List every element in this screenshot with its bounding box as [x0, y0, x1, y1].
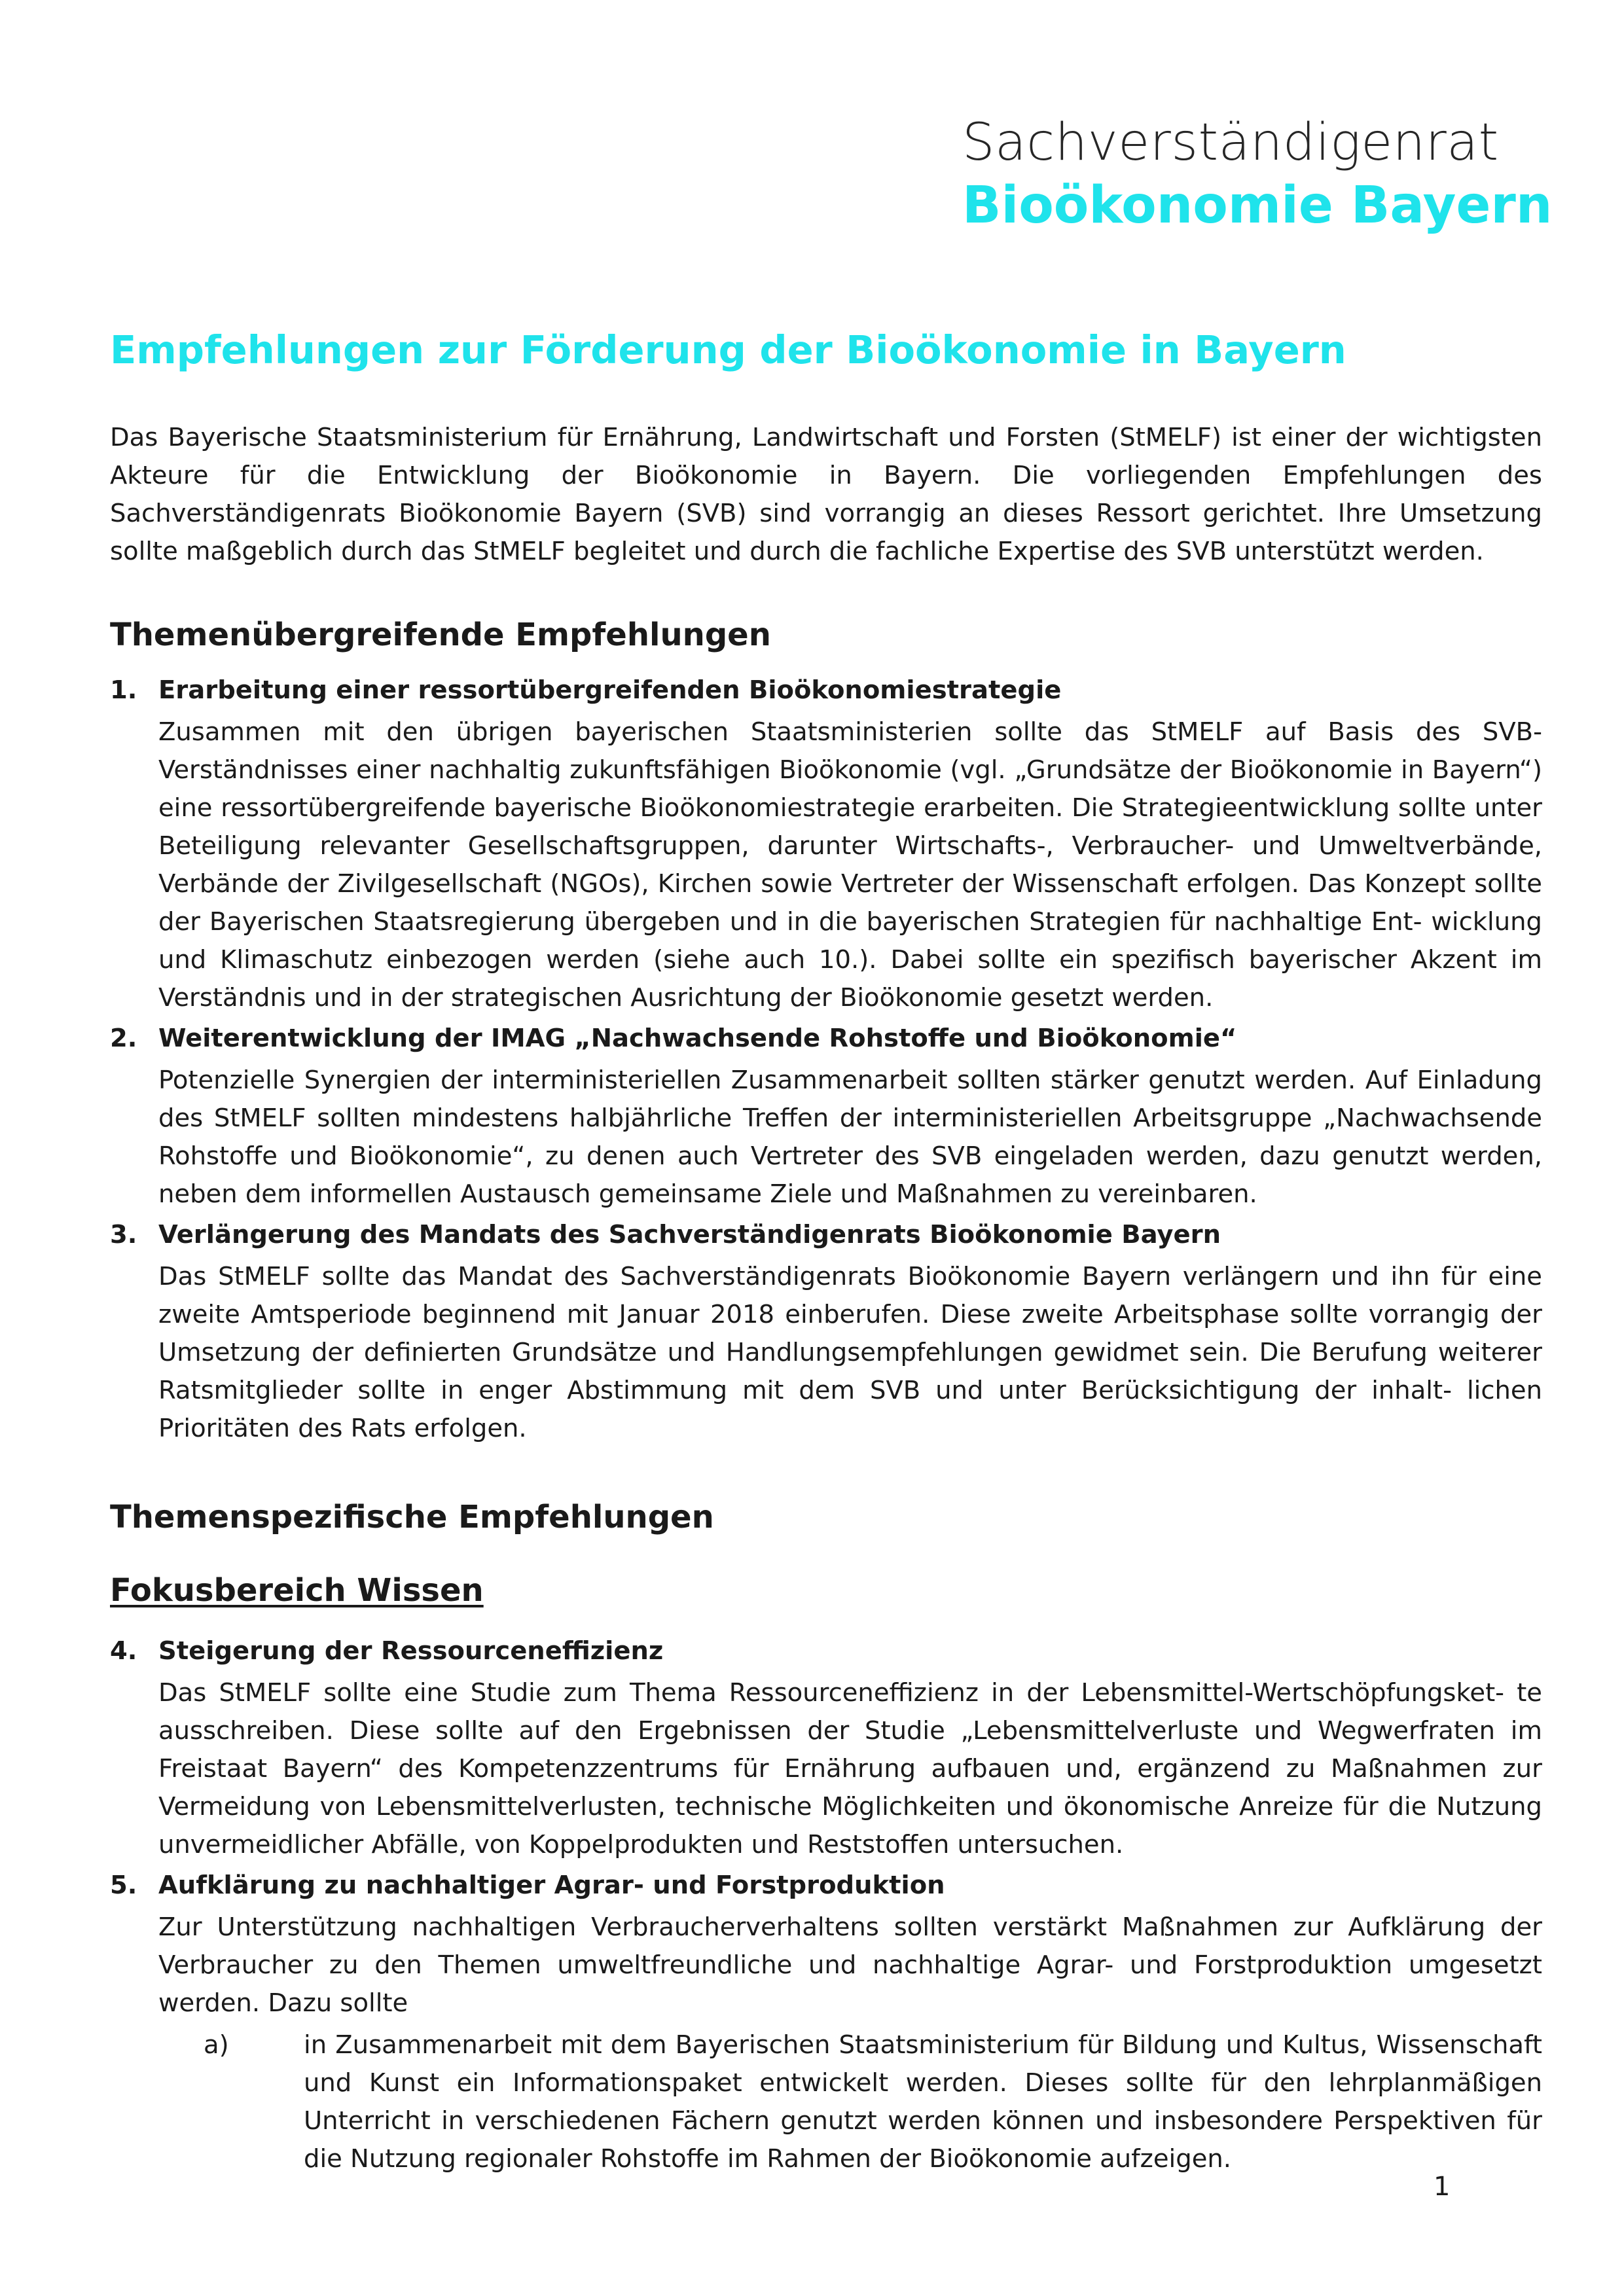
- intro-paragraph: Das Bayerische Staatsministerium für Ernährung, Landwirtschaft und Forsten (StMELF) ist einer der wichtigsten Akteure für die Entwicklung der Bioökonomie in Bayern. Die vorliegenden Empfehlungen des Sachverständigenrats Bioökonomie Bayern (SVB) sind vorrangig an dieses Ressort gerichtet. Ihre Umsetzung sollte maßgeblich durch das StMELF begleitet und durch die fachliche Expertise des SVB unterstützt werden.: [110, 423, 1542, 566]
- section-heading-cross: Themenübergreifende Empfehlungen: [110, 617, 771, 653]
- document-title: Empfehlungen zur Förderung der Bioökonomie in Bayern: [110, 327, 1346, 372]
- item-title: Weiterentwicklung der IMAG „Nachwachsende Rohstoffe und Bioökonomie“: [158, 1024, 1237, 1053]
- item-body: Zur Unterstützung nachhaltigen Verbraucherverhaltens sollten verstärkt Maßnahmen zur Aufklärung der Verbraucher zu den Themen umweltfreundliche und nachhaltige Agrar- und Forstproduktion umgesetzt werden. Dazu sollte: [158, 1912, 1542, 2018]
- item-number: 5.: [110, 1871, 137, 1900]
- recommendation-5: [110, 1867, 1542, 2022]
- brand-line1: Sachverständigenrat: [962, 113, 1499, 172]
- recommendation-3: [110, 1216, 1542, 1448]
- sub-item-text: in Zusammenarbeit mit dem Bayerischen Staatsministerium für Bildung und Kultus, Wissenschaft und Kunst ein Informationspaket entwickelt werden. Dieses sollte für den lehrplanmäßigen Unterricht in verschiedenen Fächern genutzt werden können und insbesondere Perspektiven für die Nutzung regionaler Rohstoffe im Rahmen der Bioökonomie aufzeigen.: [304, 2030, 1542, 2174]
- brand-logo: [962, 111, 1552, 237]
- recommendation-2: [110, 1020, 1542, 1213]
- section-heading-specific: Themenspezifische Empfehlungen: [110, 1499, 714, 1535]
- document-body: [110, 419, 1542, 2178]
- sub-item-letter: a): [204, 2030, 229, 2060]
- item-body: Das StMELF sollte eine Studie zum Thema Ressourceneffizienz in der Lebensmittel-Wertschöpfungsket- te ausschreiben. Diese sollte auf den Ergebnissen der Studie „Lebensmittelverluste und Wegwerfraten im Freistaat Bayern“ des Kompetenzzentrums für Ernährung aufbauen und, ergänzend zu Maßnahmen zur Vermeidung von Lebensmittelverlusten, technische Möglichkeiten und ökonomische Anreize für die Nutzung unvermeidlicher Abfälle, von Koppelprodukten und Reststoffen untersuchen.: [158, 1678, 1542, 1859]
- item-number: 2.: [110, 1024, 137, 1053]
- item-body: Das StMELF sollte das Mandat des Sachverständigenrats Bioökonomie Bayern verlängern und ihn für eine zweite Amtsperiode beginnend mit Januar 2018 einberufen. Diese zweite Arbeitsphase sollte vorrangig der Umsetzung der definierten Grundsätze und Handlungsempfehlungen gewidmet sein. Die Berufung weiterer Ratsmitglieder sollte in enger Abstimmung mit dem SVB und unter Berücksichtigung der inhalt- lichen Prioritäten des Rats erfolgen.: [158, 1262, 1542, 1443]
- recommendation-4: [110, 1632, 1542, 1864]
- recommendation-1: [110, 672, 1542, 1017]
- focus-area-heading: Fokusbereich Wissen: [110, 1572, 484, 1609]
- item-title: Verlängerung des Mandats des Sachverständigenrats Bioökonomie Bayern: [158, 1220, 1221, 1249]
- item-number: 1.: [110, 675, 137, 705]
- item-title: Steigerung der Ressourceneffizienz: [158, 1636, 664, 1666]
- item-body: Potenzielle Synergien der interministeriellen Zusammenarbeit sollten stärker genutzt werden. Auf Einladung des StMELF sollten mindestens halbjährliche Treffen der interministeriellen Arbeitsgruppe „Nachwachsende Rohstoffe und Bioökonomie“, zu denen auch Vertreter des SVB eingeladen werden, dazu genutzt werden, neben dem informellen Austausch gemeinsame Ziele und Maßnahmen zu vereinbaren.: [158, 1066, 1542, 1209]
- item-body: Zusammen mit den übrigen bayerischen Staatsministerien sollte das StMELF auf Basis des SVB-Verständnisses einer nachhaltig zukunftsfähigen Bioökonomie (vgl. „Grundsätze der Bioökonomie in Bayern“) eine ressortübergreifende bayerische Bioökonomiestrategie erarbeiten. Die Strategieentwicklung sollte unter Beteiligung relevanter Gesellschaftsgruppen, darunter Wirtschafts-, Verbraucher- und Umweltverbände, Verbände der Zivilgesellschaft (NGOs), Kirchen sowie Vertreter der Wissenschaft erfolgen. Das Konzept sollte der Bayerischen Staatsregierung übergeben und in die bayerischen Strategien für nachhaltige Ent- wicklung und Klimaschutz einbezogen werden (siehe auch 10.). Dabei sollte ein spezifisch bayerischer Akzent im Verständnis und in der strategischen Ausrichtung der Bioökonomie gesetzt werden.: [158, 717, 1542, 1013]
- item-number: 3.: [110, 1220, 137, 1249]
- item-title: Aufklärung zu nachhaltiger Agrar- und Forstproduktion: [158, 1871, 945, 1900]
- page-number: 1: [1434, 2172, 1451, 2202]
- item-title: Erarbeitung einer ressortübergreifenden Bioökonomiestrategie: [158, 675, 1062, 705]
- sub-item-a: [204, 2026, 1542, 2178]
- brand-line2: Bioökonomie Bayern: [962, 176, 1553, 235]
- item-number: 4.: [110, 1636, 137, 1666]
